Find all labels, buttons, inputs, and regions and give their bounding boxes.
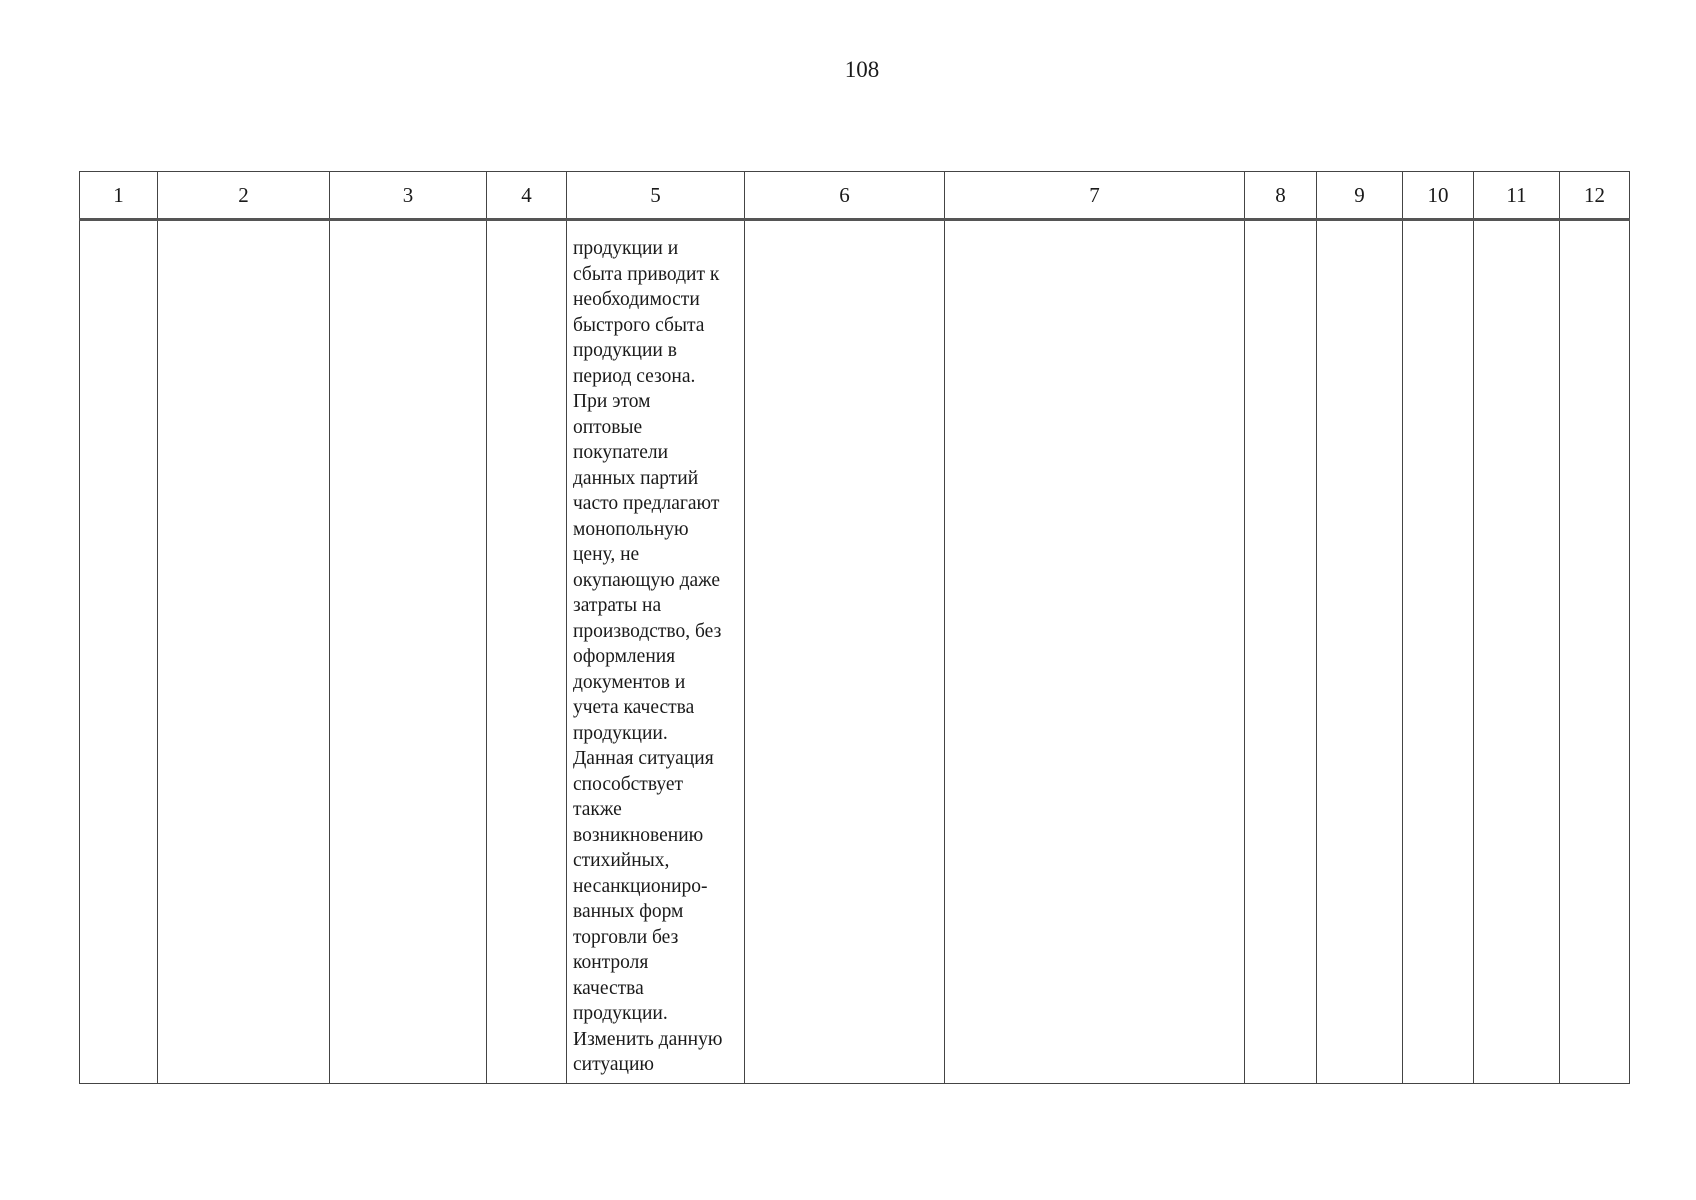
cell-text-line: продукции в [573, 340, 677, 361]
cell-text-line: продукции и [573, 238, 679, 259]
column-header-11: 11 [1474, 172, 1560, 220]
cell-text-line: оптовые [573, 416, 643, 438]
cell-text-line: При этом [573, 391, 651, 412]
cell-col-12 [1560, 220, 1630, 1084]
cell-text-line: затраты на [573, 595, 662, 616]
cell-text-line: стихийных, [573, 850, 670, 871]
cell-col-10 [1403, 220, 1474, 1084]
cell-text-line: быстрого сбыта [573, 314, 705, 336]
cell-text-line: покупатели [573, 442, 669, 463]
cell-text-line: качества [573, 977, 644, 999]
cell-text-line: сбыта приводит к [573, 263, 720, 285]
cell-col-5 [567, 220, 745, 1084]
cell-text-line: оформления [573, 646, 676, 667]
cell-text-line: данных партий [573, 467, 699, 489]
cell-text-line: учета качества [573, 697, 695, 718]
page-number: 108 [844, 57, 880, 82]
cell-col-11 [1474, 220, 1560, 1084]
column-header-3: 3 [330, 172, 487, 220]
cell-col-6 [745, 220, 945, 1084]
cell-col-7 [945, 220, 1245, 1084]
cell-text-line: Изменить данную [573, 1028, 723, 1050]
cell-text-line: период сезона. [573, 365, 696, 387]
cell-text-line: монопольную [573, 518, 689, 540]
cell-col-9 [1317, 220, 1403, 1084]
column-header-10: 10 [1403, 172, 1474, 220]
column-header-7: 7 [945, 172, 1245, 220]
cell-col-2 [158, 220, 330, 1084]
column-header-5: 5 [567, 172, 745, 220]
column-header-2: 2 [158, 172, 330, 220]
cell-text-line: производство, без [573, 620, 722, 642]
header-row [80, 172, 1630, 220]
cell-text-line: продукции. [573, 722, 668, 744]
cell-text-line: необходимости [573, 289, 700, 310]
column-header-8: 8 [1245, 172, 1317, 220]
cell-text-line: часто предлагают [573, 493, 720, 514]
cell-text-line: контроля [573, 952, 649, 973]
column-header-12: 12 [1560, 172, 1630, 220]
column-header-9: 9 [1317, 172, 1403, 220]
cell-text-line: также [573, 799, 622, 820]
table-row [80, 220, 1630, 1084]
data-table [79, 171, 1630, 1084]
cell-text-line: возникновению [573, 824, 704, 846]
cell-col-5-text [567, 221, 744, 1078]
cell-text-line: ванных форм [573, 901, 684, 922]
cell-col-8 [1245, 220, 1317, 1084]
column-header-4: 4 [487, 172, 567, 220]
column-header-6: 6 [745, 172, 945, 220]
cell-text-line: торговли без [573, 926, 679, 948]
cell-text-line: способствует [573, 773, 684, 795]
column-header-1: 1 [80, 172, 158, 220]
cell-col-4 [487, 220, 567, 1084]
cell-text-line: продукции. [573, 1003, 668, 1024]
cell-text-line: Данная ситуация [573, 748, 714, 769]
cell-col-1 [80, 220, 158, 1084]
cell-text-line: цену, не [573, 544, 640, 565]
cell-col-3 [330, 220, 487, 1084]
cell-text-line: окупающую даже [573, 569, 721, 591]
cell-text-line: несанкциониро- [573, 875, 708, 897]
cell-text-line: ситуацию [573, 1054, 654, 1075]
cell-text-line: документов и [573, 671, 686, 693]
